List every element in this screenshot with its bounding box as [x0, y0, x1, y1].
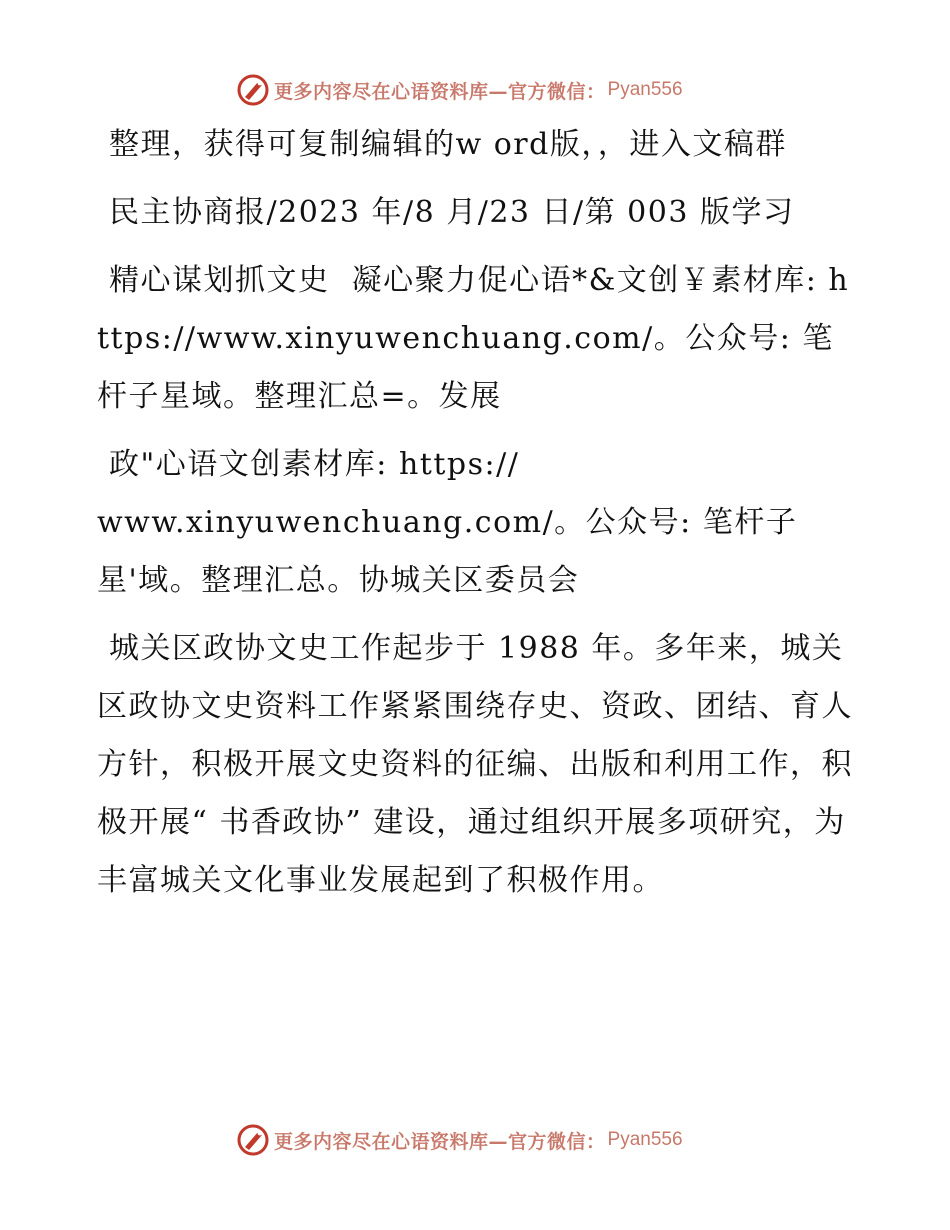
paragraph-4 [97, 436, 857, 610]
paragraph-2-text: 民主协商报/2023 年/8 月/23 日/第 003 版学习 [109, 195, 795, 230]
watermark-text: 更多内容尽在心语资料库—官方微信： [274, 1130, 606, 1153]
paragraph-3 [97, 252, 857, 426]
watermark-text: 更多内容尽在心语资料库—官方微信： [274, 80, 606, 103]
watermark-account: Pyan556 [607, 79, 683, 100]
paragraph-1 [97, 116, 857, 174]
brush-seal-logo-icon [236, 1123, 270, 1157]
paragraph-4-text: 政"心语文创素材库: https:// www.xinyuwenchuang.com/。公众号: 笔杆子 星'域。整理汇总。协城关区委员会 [97, 447, 798, 598]
paragraph-5-text: 城关区政协文史工作起步于 1988 年。多年来，城关区政协文史资料工作紧紧围绕存史、资政、团结、育人方针，积极开展文史资料的征编、出版和利用工作，积极开展“ 书香政协” 建设，通过组织开展多项研究，为丰富城关文化事业发展起到了积极作用。 [97, 631, 853, 898]
document-body [97, 116, 857, 920]
watermark-account: Pyan556 [607, 1129, 683, 1150]
header-watermark [236, 72, 683, 108]
brush-seal-logo-icon [236, 73, 270, 107]
footer-watermark [236, 1122, 683, 1158]
paragraph-5 [97, 620, 857, 910]
paragraph-1-text: 整理，获得可复制编辑的w ord版，，进入文稿群 [109, 127, 787, 162]
paragraph-2 [97, 184, 857, 242]
paragraph-3-text: 精心谋划抓文史 凝心聚力促心语*&文创￥素材库: https://www.xinyuwenchuang.com/。公众号: 笔杆子星域。整理汇总=。发展 [97, 263, 850, 414]
